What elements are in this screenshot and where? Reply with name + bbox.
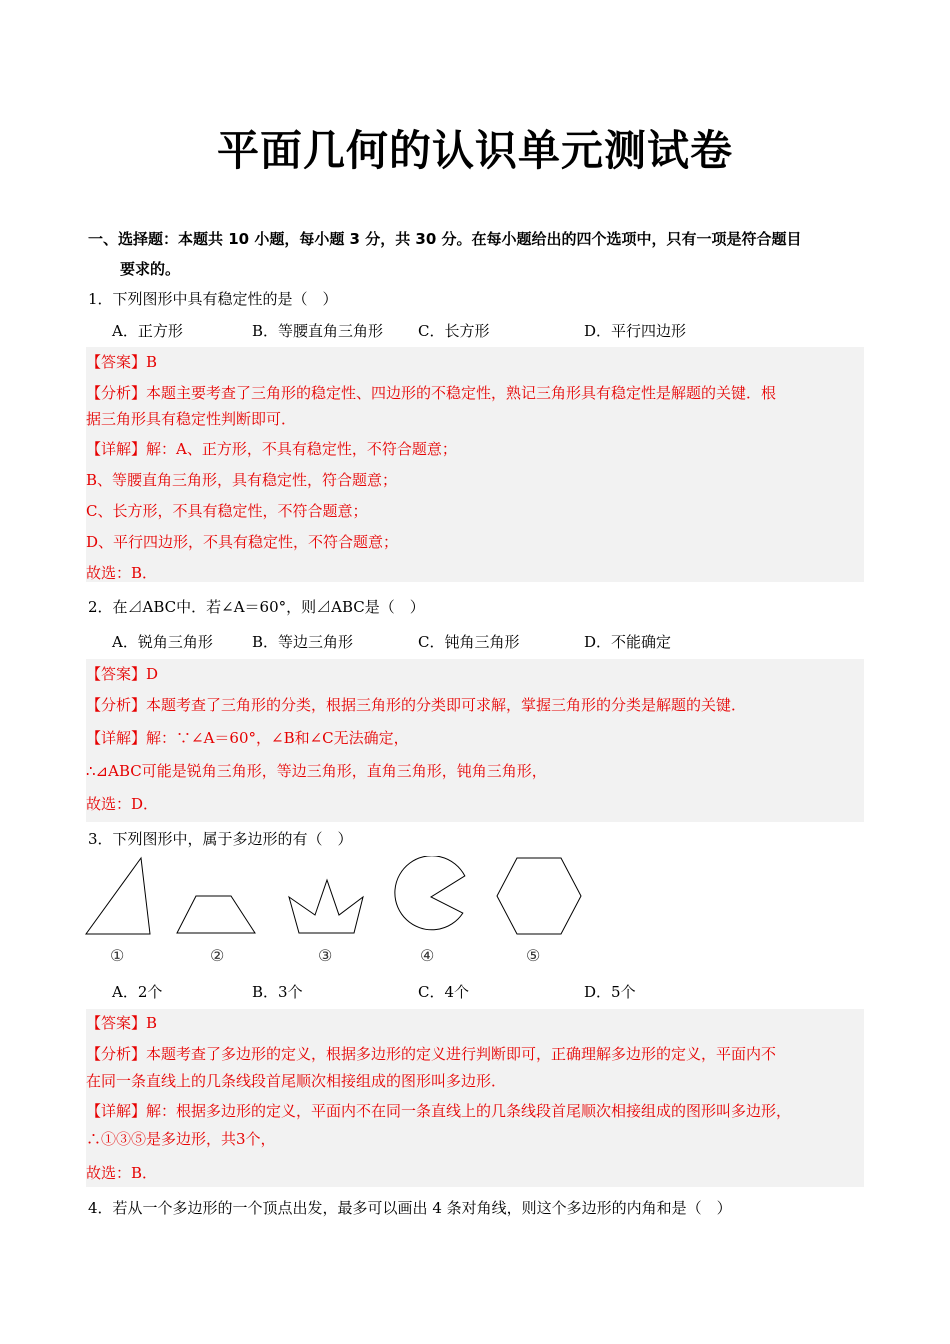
q3-answer: 【答案】B — [86, 1014, 158, 1032]
figure-label-3: ③ — [318, 946, 333, 965]
q1-stem: 1．下列图形中具有稳定性的是（ ） — [88, 290, 338, 308]
figure-label-5: ⑤ — [526, 946, 541, 965]
figure-hexagon — [497, 858, 581, 934]
q1-detail-text: 解：A、正方形，不具有稳定性，不符合题意； — [146, 440, 457, 458]
q2-detail-line2: ∴⊿ABC可能是锐角三角形，等边三角形，直角三角形，钝角三角形， — [86, 762, 547, 780]
q2-option-b: B．等边三角形 — [252, 633, 354, 651]
q3-analysis-line2: 在同一条直线上的几条线段首尾顺次相接组成的图形叫多边形． — [86, 1072, 507, 1090]
q3-solution-box — [86, 1009, 864, 1187]
q2-analysis-text: 本题考查了三角形的分类，根据三角形的分类即可求解，掌握三角形的分类是解题的关键． — [146, 696, 747, 714]
section-heading-cont: 要求的。 — [120, 260, 181, 278]
q3-option-b: B．3个 — [252, 983, 303, 1001]
q1-detail-tag: 【详解】 — [86, 440, 147, 458]
q4-stem: 4．若从一个多边形的一个顶点出发，最多可以画出 4 条对角线，则这个多边形的内角和是（ ） — [88, 1199, 732, 1217]
q1-detail-line3: C、长方形，不具有稳定性，不符合题意； — [86, 502, 368, 520]
q1-detail-line1 — [86, 438, 457, 460]
q3-conclusion: 故选：B． — [86, 1164, 158, 1182]
q2-option-d: D．不能确定 — [584, 633, 672, 651]
q1-answer: 【答案】B — [86, 353, 158, 371]
q3-analysis-line1 — [86, 1043, 776, 1065]
figure-triangle — [86, 858, 150, 934]
figure-trapezoid — [177, 896, 255, 933]
q2-analysis-tag: 【分析】 — [86, 696, 147, 714]
q3-analysis-text: 本题考查了多边形的定义，根据多边形的定义进行判断即可，正确理解多边形的定义，平面内不 — [146, 1045, 777, 1063]
figure-label-1: ① — [110, 946, 125, 965]
q2-detail-line1 — [86, 727, 409, 749]
q3-detail-text: 解：根据多边形的定义，平面内不在同一条直线上的几条线段首尾顺次相接组成的图形叫多边形， — [146, 1102, 792, 1120]
q1-analysis-tag: 【分析】 — [86, 384, 147, 402]
q1-analysis-text: 本题主要考查了三角形的稳定性、四边形的不稳定性，熟记三角形具有稳定性是解题的关键．根 — [146, 384, 777, 402]
figure-label-4: ④ — [420, 946, 435, 965]
q2-detail-text: 解：∵∠A＝60°，∠B和∠C无法确定， — [146, 729, 409, 747]
q3-figures — [84, 856, 594, 942]
q3-option-a: A．2个 — [112, 983, 163, 1001]
q2-stem: 2．在⊿ABC中．若∠A＝60°，则⊿ABC是（ ） — [88, 598, 425, 616]
q2-conclusion: 故选：D． — [86, 795, 159, 813]
q2-answer: 【答案】D — [86, 665, 159, 683]
page-title: 平面几何的认识单元测试卷 — [216, 126, 733, 175]
q2-analysis-line1 — [86, 694, 746, 716]
q3-option-d: D．5个 — [584, 983, 636, 1001]
q3-analysis-tag: 【分析】 — [86, 1045, 147, 1063]
q1-detail-line4: D、平行四边形，不具有稳定性，不符合题意； — [86, 533, 399, 551]
q1-option-b: B．等腰直角三角形 — [252, 322, 384, 340]
figure-label-2: ② — [210, 946, 225, 965]
q1-detail-line2: B、等腰直角三角形，具有稳定性，符合题意； — [86, 471, 398, 489]
q3-detail-tag: 【详解】 — [86, 1102, 147, 1120]
q2-option-c: C．钝角三角形 — [418, 633, 520, 651]
q3-option-c: C．4个 — [418, 983, 470, 1001]
q1-analysis-line2: 据三角形具有稳定性判断即可． — [86, 410, 297, 428]
figure-pacman — [395, 856, 465, 930]
q2-option-a: A．锐角三角形 — [112, 633, 213, 651]
q3-stem: 3．下列图形中，属于多边形的有（ ） — [88, 830, 353, 848]
section-heading: 一、选择题：本题共 10 小题，每小题 3 分，共 30 分。在每小题给出的四个选项中，只有一项是符合题目 — [88, 230, 802, 248]
q1-option-a: A．正方形 — [112, 322, 183, 340]
q2-detail-tag: 【详解】 — [86, 729, 147, 747]
q1-analysis-line1 — [86, 382, 776, 404]
figure-crown — [289, 880, 363, 933]
q1-conclusion: 故选：B． — [86, 564, 158, 582]
q1-option-d: D．平行四边形 — [584, 322, 687, 340]
q3-detail-line2: ∴①③⑤是多边形，共3个， — [86, 1130, 276, 1148]
q3-detail-line1 — [86, 1100, 791, 1122]
q1-option-c: C．长方形 — [418, 322, 490, 340]
